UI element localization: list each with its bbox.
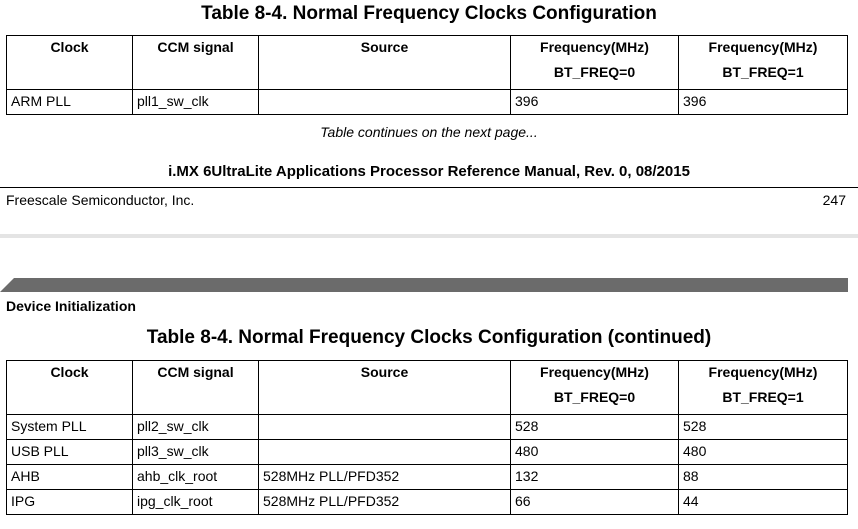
cell-frequency-bt1: 396 xyxy=(679,90,848,115)
table-title-continued: Table 8-4. Normal Frequency Clocks Configuration (continued) xyxy=(146,327,712,348)
cell-ccm-signal: ipg_clk_root xyxy=(133,490,259,515)
cell-frequency-bt0: 396 xyxy=(511,90,679,115)
cell-source xyxy=(259,440,511,465)
header-banner xyxy=(0,278,848,292)
table-row xyxy=(7,90,848,115)
table-row xyxy=(7,490,848,515)
cell-frequency-bt0: 480 xyxy=(511,440,679,465)
clocks-table xyxy=(6,35,848,115)
cell-frequency-bt0: 528 xyxy=(511,415,679,440)
cell-frequency-bt1: 88 xyxy=(679,465,848,490)
cell-clock: ARM PLL xyxy=(7,90,133,115)
page-number: 247 xyxy=(822,192,846,208)
table-row xyxy=(7,440,848,465)
header-frequency-bt1: Frequency(MHz) BT_FREQ=1 xyxy=(679,361,848,415)
cell-frequency-bt1: 480 xyxy=(679,440,848,465)
cell-source: 528MHz PLL/PFD352 xyxy=(259,490,511,515)
header-frequency-bt1: Frequency(MHz) BT_FREQ=1 xyxy=(679,36,848,90)
cell-source xyxy=(259,415,511,440)
cell-ccm-signal: pll3_sw_clk xyxy=(133,440,259,465)
header-source: Source xyxy=(259,36,511,90)
cell-source xyxy=(259,90,511,115)
cell-clock: IPG xyxy=(7,490,133,515)
header-frequency-bt0: Frequency(MHz) BT_FREQ=0 xyxy=(511,361,679,415)
cell-clock: System PLL xyxy=(7,415,133,440)
footer-publisher: Freescale Semiconductor, Inc. xyxy=(6,192,195,208)
table-row xyxy=(7,415,848,440)
header-ccm-signal: CCM signal xyxy=(133,361,259,415)
header-frequency-bt0: Frequency(MHz) BT_FREQ=0 xyxy=(511,36,679,90)
manual-title: i.MX 6UltraLite Applications Processor Reference Manual, Rev. 0, 08/2015 xyxy=(168,163,690,180)
table-continues-note: Table continues on the next page... xyxy=(320,124,538,140)
cell-frequency-bt0: 132 xyxy=(511,465,679,490)
table-title: Table 8-4. Normal Frequency Clocks Configuration xyxy=(201,3,657,24)
table-header-row xyxy=(7,36,848,90)
cell-frequency-bt0: 66 xyxy=(511,490,679,515)
cell-frequency-bt1: 44 xyxy=(679,490,848,515)
cell-source: 528MHz PLL/PFD352 xyxy=(259,465,511,490)
header-clock: Clock xyxy=(7,36,133,90)
cell-ccm-signal: ahb_clk_root xyxy=(133,465,259,490)
clocks-table-continued xyxy=(6,360,848,515)
header-source: Source xyxy=(259,361,511,415)
cell-ccm-signal: pll1_sw_clk xyxy=(133,90,259,115)
table-row xyxy=(7,465,848,490)
page-separator xyxy=(0,234,858,238)
section-label: Device Initialization xyxy=(6,298,136,314)
cell-clock: USB PLL xyxy=(7,440,133,465)
cell-frequency-bt1: 528 xyxy=(679,415,848,440)
header-clock: Clock xyxy=(7,361,133,415)
cell-clock: AHB xyxy=(7,465,133,490)
header-ccm-signal: CCM signal xyxy=(133,36,259,90)
table-header-row xyxy=(7,361,848,415)
footer-rule xyxy=(0,187,858,188)
cell-ccm-signal: pll2_sw_clk xyxy=(133,415,259,440)
